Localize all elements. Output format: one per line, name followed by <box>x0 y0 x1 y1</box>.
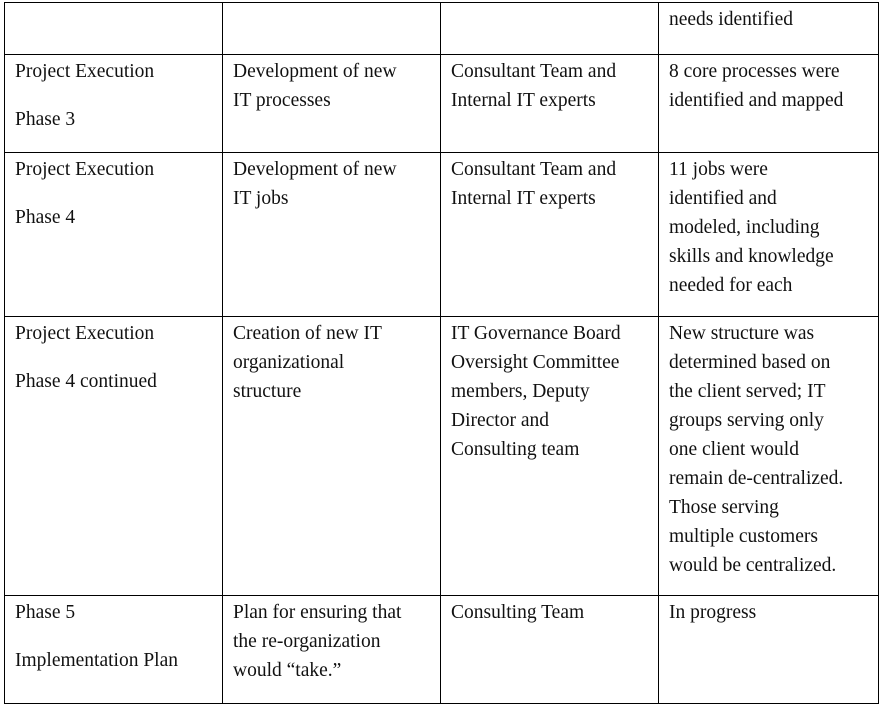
participants-cell <box>441 153 659 317</box>
cell-line: would “take.” <box>233 660 342 681</box>
cell-line: New structure was <box>669 323 815 344</box>
activity-cell <box>223 317 441 596</box>
cell-line: modeled, including <box>669 217 820 238</box>
phase-cell <box>5 317 223 596</box>
phase-cell <box>5 3 223 55</box>
activity-cell <box>223 55 441 153</box>
cell-line: Consultant Team and <box>451 61 617 82</box>
cell-line: one client would <box>669 439 799 460</box>
participants-cell <box>441 596 659 704</box>
outcome-cell <box>659 3 879 55</box>
cell-line: multiple customers <box>669 526 818 547</box>
cell-line: Project Execution <box>15 323 155 344</box>
phase-cell <box>5 596 223 704</box>
activity-cell <box>223 153 441 317</box>
cell-line: remain de-centralized. <box>669 468 844 489</box>
cell-line: Project Execution <box>15 61 155 82</box>
cell-line: Director and <box>451 410 549 431</box>
table-row <box>5 317 879 596</box>
phase-cell <box>5 55 223 153</box>
participants-cell <box>441 55 659 153</box>
cell-line: groups serving only <box>669 410 824 431</box>
cell-line: the client served; IT <box>669 381 826 402</box>
cell-line: IT Governance Board <box>451 323 621 344</box>
cell-line: Consultant Team and <box>451 159 617 180</box>
cell-line: Internal IT experts <box>451 90 596 111</box>
cell-line: Project Execution <box>15 159 155 180</box>
participants-cell <box>441 3 659 55</box>
activity-cell <box>223 596 441 704</box>
table-row <box>5 55 879 153</box>
table-row <box>5 596 879 704</box>
cell-line: needs identified <box>669 9 793 30</box>
table-row <box>5 153 879 317</box>
cell-line: Phase 4 continued <box>15 371 157 392</box>
table-row <box>5 3 879 55</box>
project-phases-table <box>4 2 879 704</box>
cell-line: members, Deputy <box>451 381 590 402</box>
cell-line: Phase 4 <box>15 207 76 228</box>
cell-line: would be centralized. <box>669 555 837 576</box>
cell-line: Development of new <box>233 61 397 82</box>
cell-line: 11 jobs were <box>669 159 768 180</box>
outcome-cell <box>659 596 879 704</box>
cell-line: Phase 3 <box>15 109 76 130</box>
cell-line: organizational <box>233 352 345 373</box>
cell-line: structure <box>233 381 302 402</box>
cell-line: Phase 5 <box>15 602 76 623</box>
cell-line: needed for each <box>669 275 793 296</box>
cell-line: Development of new <box>233 159 397 180</box>
cell-line: IT processes <box>233 90 331 111</box>
cell-line: determined based on <box>669 352 831 373</box>
cell-line: Internal IT experts <box>451 188 596 209</box>
participants-cell <box>441 317 659 596</box>
cell-line: identified and <box>669 188 777 209</box>
cell-line: Consulting team <box>451 439 580 460</box>
cell-line: 8 core processes were <box>669 61 840 82</box>
cell-line: In progress <box>669 602 757 623</box>
cell-line: Plan for ensuring that <box>233 602 402 623</box>
cell-line: identified and mapped <box>669 90 844 111</box>
cell-line: skills and knowledge <box>669 246 834 267</box>
activity-cell <box>223 3 441 55</box>
cell-line: Implementation Plan <box>15 650 179 671</box>
cell-line: IT jobs <box>233 188 289 209</box>
cell-line: the re-organization <box>233 631 381 652</box>
outcome-cell <box>659 153 879 317</box>
cell-line: Consulting Team <box>451 602 585 623</box>
outcome-cell <box>659 317 879 596</box>
outcome-cell <box>659 55 879 153</box>
cell-line: Creation of new IT <box>233 323 382 344</box>
cell-line: Oversight Committee <box>451 352 620 373</box>
phase-cell <box>5 153 223 317</box>
cell-line: Those serving <box>669 497 779 518</box>
